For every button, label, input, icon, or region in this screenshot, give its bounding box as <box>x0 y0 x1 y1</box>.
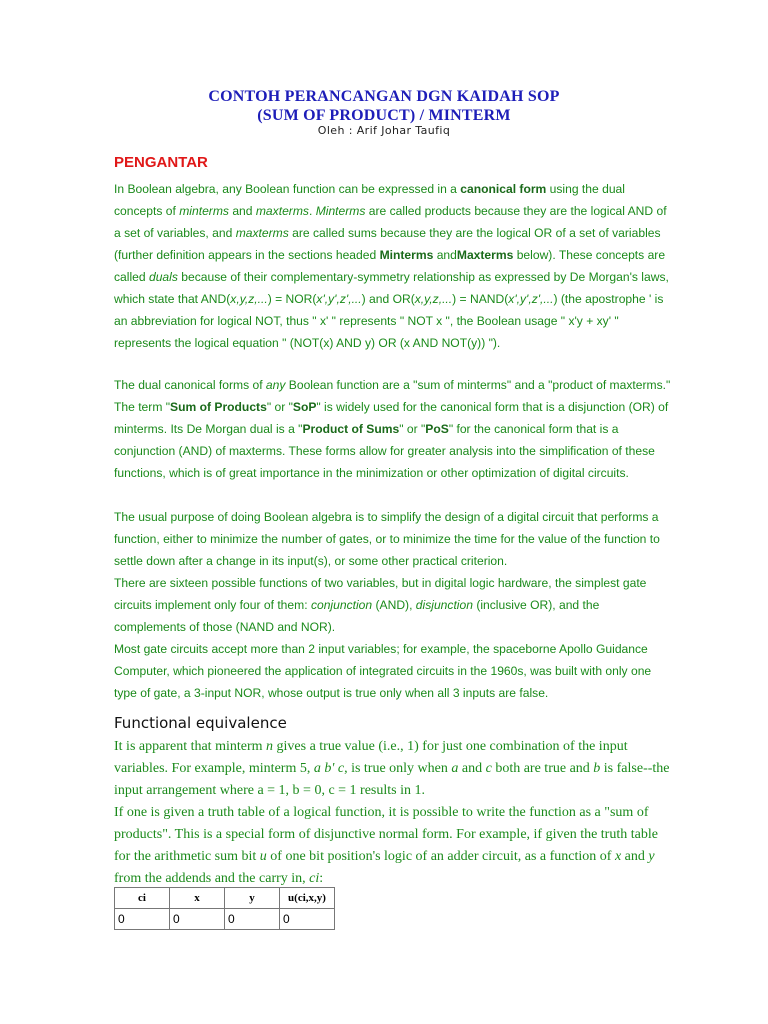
functional-equivalence-heading: Functional equivalence <box>114 714 287 732</box>
table-cell: 0 <box>115 909 170 930</box>
intro-paragraph-3: The usual purpose of doing Boolean algebra is to simplify the design of a digital circuit that performs a function, either to minimize the number of gates, or to minimize the time for the value of the function to settle down after a change in its input(s), or some other practical criterion. <box>114 510 660 568</box>
table-cell: 0 <box>225 909 280 930</box>
functional-paragraph-2: If one is given a truth table of a logical function, it is possible to write the function as a "sum of products". This is a special form of disjunctive normal form. For example, if given the truth table for the arithmetic sum bit u of one bit position's logic of an adder circuit, as a function of x and y from the addends and the carry in, ci: <box>114 805 658 886</box>
document-title-line-1: CONTOH PERANCANGAN DGN KAIDAH SOP <box>208 88 560 105</box>
header-x: x <box>170 888 225 909</box>
intro-heading: PENGANTAR <box>114 154 208 171</box>
intro-paragraph-4: There are sixteen possible functions of two variables, but in digital logic hardware, the simplest gate circuits implement only four of them: conjunction (AND), disjunction (inclusive OR), and the complements of those (NAND and NOR). <box>114 576 647 634</box>
truth-table-header-row <box>115 888 335 909</box>
table-row <box>115 909 335 930</box>
author-line: Oleh : Arif Johar Taufiq <box>317 124 451 137</box>
header-y: y <box>225 888 280 909</box>
header-ci: ci <box>115 888 170 909</box>
intro-paragraph-1: In Boolean algebra, any Boolean function can be expressed in a canonical form using the dual concepts of minterms and maxterms. Minterms are called products because they are the logical AND of a set of variables, and maxterms are called sums because they are the logical OR of a set of variables (further definition appears in the sections headed Minterms andMaxterms below). These concepts are called duals because of their complementary-symmetry relationship as expressed by De Morgan's laws, which state that AND(x,y,z,...) = NOR(x',y',z',...) and OR(x,y,z,...) = NAND(x',y',z',...) (the apostrophe ' is an abbreviation for logical NOT, thus " x' " represents " NOT x ", the Boolean usage " x'y + xy' " represents the logical equation " (NOT(x) AND y) OR (x AND NOT(y)) "). <box>114 182 669 350</box>
functional-paragraph-1: It is apparent that minterm n gives a true value (i.e., 1) for just one combination of the input variables. For example, minterm 5, a b' c, is true only when a and c both are true and b is false--the input arrangement where a = 1, b = 0, c = 1 results in 1. <box>114 739 670 798</box>
header-u: u(ci,x,y) <box>280 888 335 909</box>
table-cell: 0 <box>280 909 335 930</box>
table-cell: 0 <box>170 909 225 930</box>
document-title-line-2: (SUM OF PRODUCT) / MINTERM <box>257 107 511 124</box>
intro-paragraph-2: The dual canonical forms of any Boolean function are a "sum of minterms" and a "product of maxterms." The term "Sum of Products" or "SoP" is widely used for the canonical form that is a disjunction (OR) of minterms. Its De Morgan dual is a "Product of Sums" or "PoS" for the canonical form that is a conjunction (AND) of maxterms. These forms allow for greater analysis into the simplification of these functions, which is of great importance in the minimization or other optimization of digital circuits. <box>114 378 671 480</box>
truth-table <box>114 887 335 930</box>
intro-paragraph-5: Most gate circuits accept more than 2 input variables; for example, the spaceborne Apollo Guidance Computer, which pioneered the application of integrated circuits in the 1960s, was built with only one type of gate, a 3-input NOR, whose output is true only when all 3 inputs are false. <box>114 642 652 700</box>
